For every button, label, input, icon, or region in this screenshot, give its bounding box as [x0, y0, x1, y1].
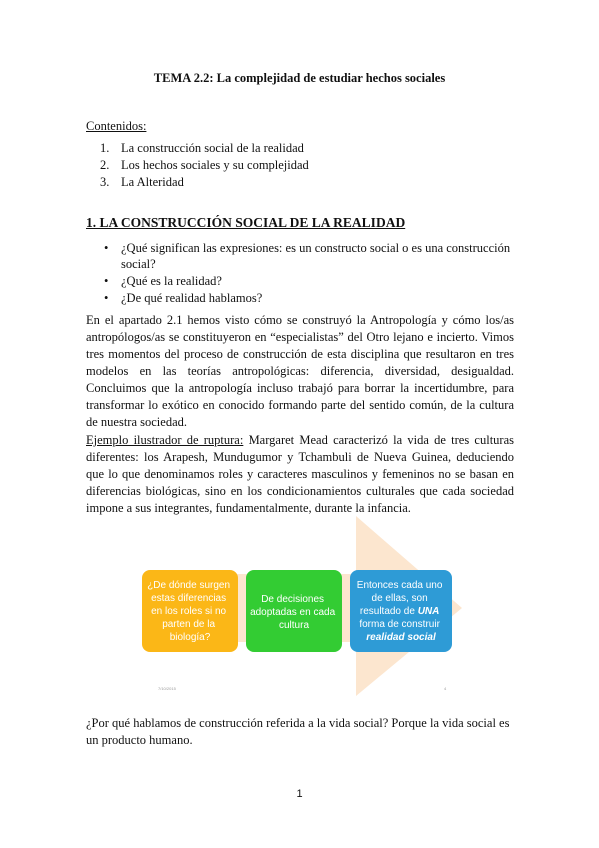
question-list	[104, 240, 514, 307]
box-blue-text: Entonces cada uno de ellas, son resultado de UNA forma de construir realidad social	[356, 580, 443, 643]
section-heading: 1. LA CONSTRUCCIÓN SOCIAL DE LA REALIDAD	[86, 215, 406, 230]
slide-footer	[150, 686, 450, 694]
contents-heading: Contenidos:	[86, 119, 147, 133]
example-text: Margaret Mead caracterizó la vida de tres culturas diferentes: los Arapesh, Mundugumor y Tchambuli de Nueva Guinea, deduciendo que lo que denominamos roles y caracteres masculinos y femeninos no se basan en diferencias biológicas, sino en los condicionamientos culturales que cada sociedad impone a sus integrantes, fundamentalmente, durante la infancia.	[86, 433, 514, 515]
contents-list	[100, 140, 309, 191]
closing-paragraph: ¿Por qué hablamos de construcción referida a la vida social? Porque la vida social es un producto humano.	[86, 716, 510, 747]
page-title: TEMA 2.2: La complejidad de estudiar hechos sociales	[153, 71, 446, 85]
box-green-text: De decisiones adoptadas en cada cultura	[250, 594, 336, 631]
box-orange-text: ¿De dónde surgen estas diferencias en los roles si no parten de la biología?	[147, 580, 231, 643]
body-paragraph: En el apartado 2.1 hemos visto cómo se construyó la Antropología y cómo los/as antropólogos/as se constituyeron en “especialistas” del Otro lejano e incierto. Vimos tres momentos del proceso de construcción de esta disciplina que resultaron en tres modelos en las teorías antropológicas: diferencia, diversidad, desigualdad. Concluimos que la antropología incluso trabajó para borrar la incertidumbre, para transformar lo exótico en conocido formando parte del sentido común, de la cultura de nuestra sociedad.	[86, 313, 514, 429]
slide-footer-page: 4	[444, 686, 447, 691]
list-item: 1. La construcción social de la realidad	[100, 141, 304, 155]
list-item: • ¿Qué significan las expresiones: es un constructo social o es una construcción social?	[104, 240, 514, 272]
example-paragraph	[86, 432, 514, 517]
list-item: 3. La Alteridad	[100, 175, 184, 189]
example-label: Ejemplo ilustrador de ruptura:	[86, 433, 244, 447]
list-item: 2. Los hechos sociales y su complejidad	[100, 158, 309, 172]
process-diagram	[140, 512, 470, 698]
page-number: 1	[296, 788, 303, 800]
slide-footer-date: 7/10/2015	[158, 686, 176, 691]
list-item: • ¿De qué realidad hablamos?	[104, 290, 514, 306]
list-item: • ¿Qué es la realidad?	[104, 273, 514, 289]
